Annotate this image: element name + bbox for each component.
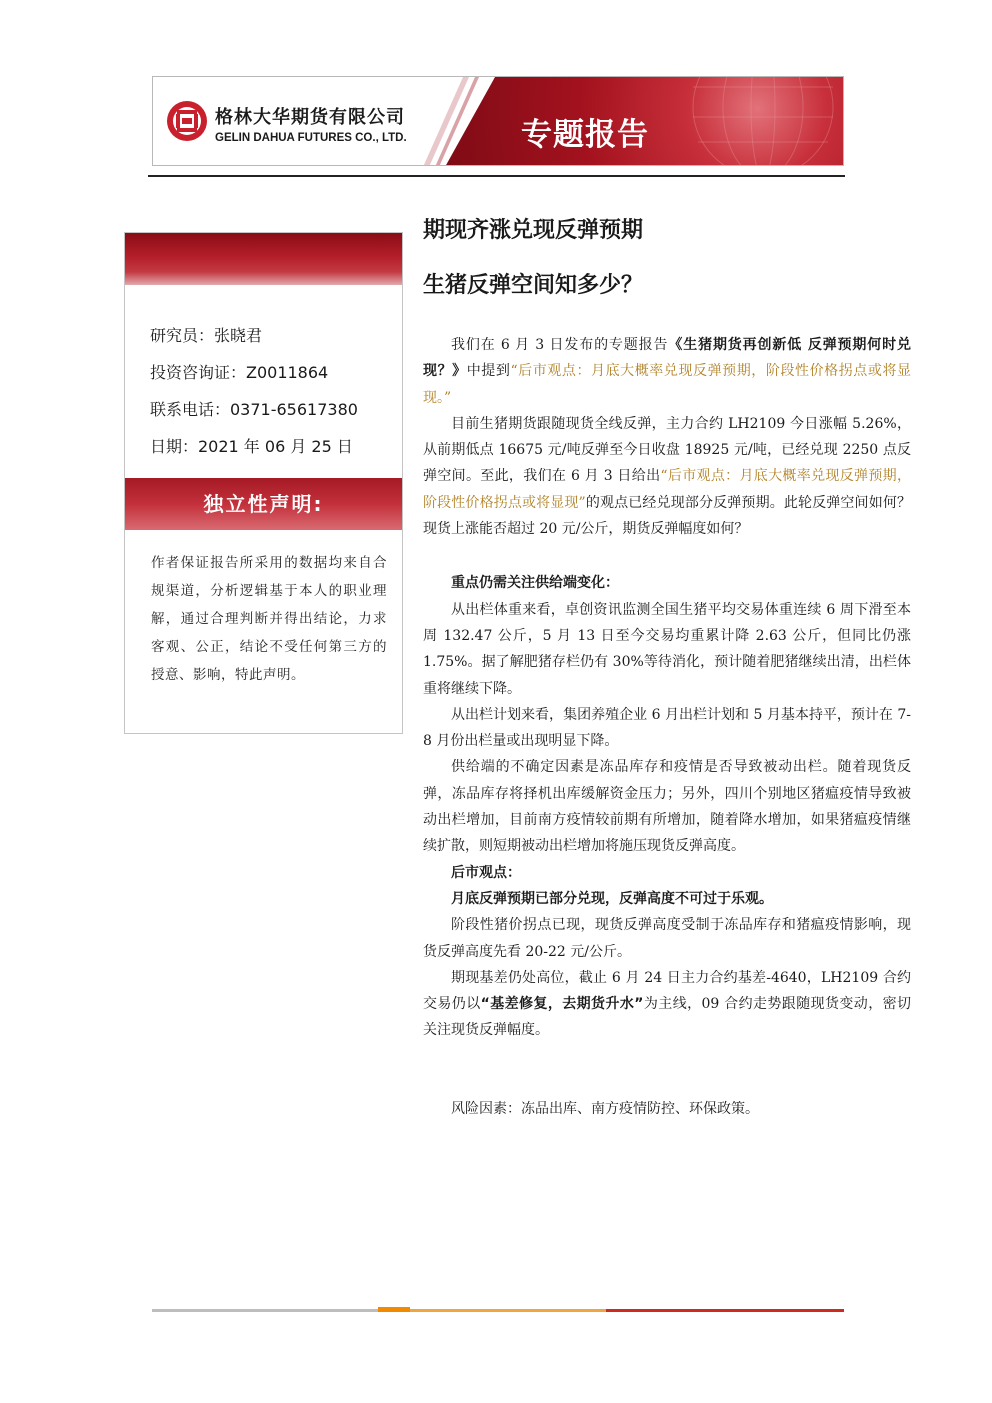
header-divider — [148, 175, 845, 177]
contact-phone: 联系电话：0371-65617380 — [150, 400, 358, 419]
paragraph: 从出栏计划来看，集团养殖企业 6 月出栏计划和 5 月基本持平，预计在 7-8 月份出栏量或出现明显下降。 — [423, 706, 911, 750]
spacer — [423, 542, 911, 570]
text-run: 我们在 6 月 3 日发布的专题报告 — [451, 337, 669, 353]
article-title-line1: 期现齐涨兑现反弹预期 — [423, 218, 644, 243]
sidebar-top-band — [125, 233, 402, 285]
paragraph — [423, 965, 911, 1044]
footer-rule-red — [606, 1309, 844, 1312]
declaration-text: 作者保证报告所采用的数据均来自合规渠道，分析逻辑基于本人的职业理解，通过合理判断并得出结论，力求客观、公正，结论不受任何第三方的授意、影响，特此声明。 — [151, 555, 387, 683]
report-type-title: 专题报告 — [521, 117, 649, 153]
emphasis-quote: “基差修复，去期货升水” — [480, 996, 644, 1013]
analyst-meta — [150, 317, 358, 465]
sidebar-info-box — [124, 232, 403, 734]
text-run: 目前生猪期货跟随现货全线反弹，主力合约 LH2109 今日涨幅 5.26%，从前期低点 16675 元/吨反弹至今日收盘 18925 元/吨，已经兑现 2250 点反弹空间。至此，我们在 6 月 3 日给出 — [423, 415, 911, 485]
highlight-quote: “后市观点：月底大概率兑现反弹预期， 阶段性价格拐点或将显现” — [423, 468, 911, 511]
section-heading: 后市观点： — [451, 864, 521, 881]
highlight-quote: “后市观点：月底大概率兑现反弹预期，阶段性价格拐点或将显现。” — [423, 363, 912, 406]
article-body — [423, 332, 911, 1122]
text-run: 为主线，09 合约走势跟随现货变动，密切关注现货反弹幅度。 — [423, 996, 912, 1039]
company-name-en: GELIN DAHUA FUTURES CO., LTD. — [215, 132, 407, 144]
report-reference: 《生猪期货再创新低 反弹预期何时兑现？》 — [423, 337, 911, 380]
footer-rule-amber — [410, 1309, 606, 1312]
spacer — [423, 1044, 911, 1096]
paragraph — [423, 332, 911, 411]
text-run: 的观点已经兑现部分反弹预期。此轮反弹空间如何？现货上涨能否超过 20 元/公斤，期货反弹幅度如何？ — [423, 494, 911, 538]
text-run: 期现基差仍处高位，截止 6 月 24 日主力合约基差-4640，LH2109 合约交易仍以 — [423, 969, 911, 1013]
footer-rule-gray — [152, 1309, 378, 1312]
section-heading: 重点仍需关注供给端变化： — [451, 575, 619, 592]
paragraph: 供给端的不确定因素是冻品库存和疫情是否导致被动出栏。随着现货反弹，冻品库存将择机出库缓解资金压力；另外，四川个别地区猪瘟疫情导致被动出栏增加，目前南方疫情较前期有所增加，随着降水增加，如果猪瘟疫情继续扩散，则短期被动出栏增加将施压现货反弹高度。 — [423, 759, 911, 855]
paragraph — [423, 411, 911, 542]
declaration-heading: 独立性声明: — [125, 478, 402, 530]
risk-factors: 风险因素：冻品出库、南方疫情防控、环保政策。 — [451, 1100, 759, 1117]
footer-rule-orange — [378, 1307, 410, 1312]
article-title-line2: 生猪反弹空间知多少？ — [423, 273, 644, 298]
report-date: 日期：2021 年 06 月 25 日 — [150, 437, 353, 456]
key-conclusion: 月底反弹预期已部分兑现，反弹高度不可过于乐观。 — [451, 890, 773, 907]
company-logo-icon — [165, 99, 209, 143]
company-name-cn: 格林大华期货有限公司 — [215, 107, 405, 128]
text-run: 中提到 — [466, 363, 511, 380]
header-banner — [152, 76, 844, 166]
paragraph: 阶段性猪价拐点已现，现货反弹高度受制于冻品库存和猪瘟疫情影响，现货反弹高度先看 20-22 元/公斤。 — [423, 917, 911, 960]
analyst-name: 研究员：张晓君 — [150, 326, 263, 345]
license-number: 投资咨询证：Z0011864 — [150, 363, 329, 382]
paragraph: 从出栏体重来看，卓创资讯监测全国生猪平均交易体重连续 6 周下滑至本周 132.47 公斤，5 月 13 日至今交易均重累计降 2.63 公斤，但同比仍涨 1.75%。据了解肥猪存栏仍有 30%等待消化，预计随着肥猪继续出清，出栏体重将继续下降。 — [423, 601, 911, 697]
